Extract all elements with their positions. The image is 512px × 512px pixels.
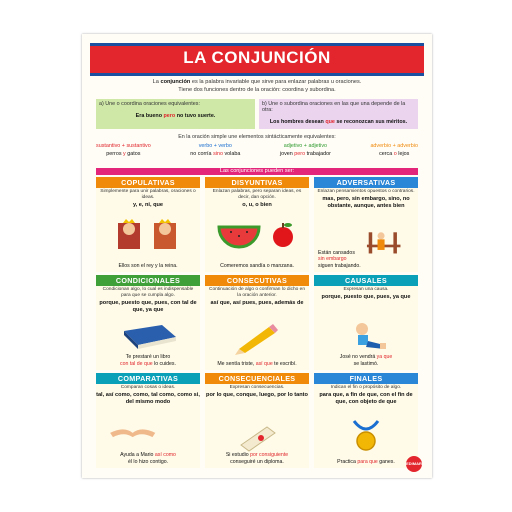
pair-pre: joven — [279, 151, 295, 157]
watermelon-apple-illustration — [205, 217, 309, 251]
pair-post: lejos — [396, 151, 410, 157]
intro-keyword: conjunción — [160, 79, 191, 85]
subordinate-text: b) Une o subordina oraciones en las que una depende de la otra: — [262, 101, 406, 113]
example-conj: así que — [255, 360, 273, 367]
conjunction-types-grid — [96, 177, 418, 468]
pair-adverb — [370, 142, 418, 158]
pair-conj: y — [123, 151, 126, 157]
card-example: Comeremos sandía o manzana. — [220, 262, 294, 269]
handshake-illustration — [96, 423, 169, 447]
example-pre: Están cansados — [318, 249, 355, 256]
card-description: Expresan una causa. — [343, 287, 389, 292]
pair-a: verbo — [198, 143, 213, 149]
card-words: o, u, o bien — [242, 202, 272, 208]
example-post: se reconozcan sus méritos. — [334, 119, 408, 125]
card-heading: DISYUNTIVAS — [205, 177, 309, 188]
example-conj: que — [325, 119, 335, 125]
card-heading: COMPARATIVAS — [96, 373, 200, 384]
pair-verb — [190, 142, 240, 158]
book-illustration — [96, 321, 200, 355]
pair-label: adjetivo + adjetivo — [283, 143, 328, 149]
card-words: porque, puesto que, pues, ya que — [321, 294, 411, 300]
example-pre: Me sentía triste, — [217, 360, 256, 367]
pair-example — [280, 150, 331, 158]
card-example — [98, 354, 198, 367]
example-post: te escribí. — [272, 360, 297, 367]
example-post: se lastimó. — [353, 360, 379, 367]
types-divider: Las conjunciones pueden ser: — [96, 168, 418, 175]
king-queen-illustration — [96, 217, 200, 251]
card-heading: CONSECUENCIALES — [205, 373, 309, 384]
intro-line-2: Tiene dos funciones dentro de la oración: coordina y subordina. — [178, 87, 336, 93]
card-words: y, e, ni, que — [132, 202, 164, 208]
example-pre: Te prestaré un libro — [125, 354, 171, 360]
card-words: para que, a fin de que, con el fin de que, con objeto de que — [319, 392, 413, 405]
pair-noun — [96, 142, 151, 158]
pair-b: adverbio — [397, 143, 418, 149]
intro-text — [102, 78, 412, 94]
card-condicionales — [96, 275, 200, 370]
card-copulativas — [96, 177, 200, 272]
card-heading: ADVERSATIVAS — [314, 177, 418, 188]
page-title: LA CONJUNCIÓN — [183, 48, 331, 67]
simple-sentence-text: En la oración simple une elementos sintácticamente equivalentes: — [178, 134, 336, 140]
pair-b: sustantivo — [126, 143, 151, 149]
example-pre: Si estudio — [225, 452, 251, 458]
pair-post: volaba — [222, 151, 241, 157]
card-description: Enlazan palabras, pero separan ideas, es decir, dan opción. — [212, 189, 302, 200]
card-heading: CAUSALES — [314, 275, 418, 286]
pair-b: verbo — [218, 143, 232, 149]
pair-example — [96, 150, 151, 158]
card-example — [98, 452, 198, 465]
intro-pre: La — [152, 79, 161, 85]
medal-illustration — [314, 419, 418, 453]
example-post: lo cuides. — [152, 360, 176, 367]
card-heading: FINALES — [314, 373, 418, 384]
example-conj: por consiguiente — [250, 452, 289, 458]
pair-conj: sino — [213, 151, 223, 157]
card-finales — [314, 373, 418, 468]
card-causales — [314, 275, 418, 370]
example-conj: para que — [357, 458, 378, 465]
card-description: Continuación de algo o confirman lo dicho en la oración anterior. — [208, 287, 305, 298]
coordinate-box — [96, 99, 255, 129]
card-description: Comparan cosas o ideas. — [120, 385, 176, 390]
pair-label: sustantivo + sustantivo — [96, 143, 151, 149]
example-pre: Practica — [337, 458, 358, 465]
example-post: no tuvo suerte. — [175, 113, 216, 119]
pair-conj: o — [393, 151, 397, 157]
card-description: Indican el fin o propósito de algo. — [330, 385, 402, 390]
pair-example — [370, 150, 418, 158]
example-conj: así como — [154, 452, 176, 458]
example-post: siguen trabajando. — [318, 262, 361, 269]
pair-conj: pero — [294, 151, 306, 157]
example-pre: Ayuda a Mario — [120, 452, 155, 458]
card-disyuntivas — [205, 177, 309, 272]
pair-label: adverbio + adverbio — [370, 143, 418, 149]
example-post: ganes. — [377, 458, 395, 465]
hurt-boy-illustration — [314, 319, 418, 353]
example-conj: con tal de que — [120, 360, 153, 367]
pairs-row — [96, 142, 418, 158]
card-words: porque, puesto que, pues, con tal de que, ya que — [99, 300, 197, 313]
card-heading: CONDICIONALES — [96, 275, 200, 286]
pair-a: sustantivo — [96, 143, 121, 149]
card-words: mas, pero, sin embargo, sino, no obstante, aunque, antes bien — [322, 196, 410, 209]
card-description: Enlazan pensamientos opuestos o contrarios. — [317, 189, 415, 194]
pair-example — [190, 150, 240, 158]
coordinate-example — [99, 113, 252, 119]
poster — [82, 34, 432, 478]
publisher-logo: EDIMAR — [406, 456, 422, 472]
card-example — [316, 459, 416, 466]
example-conj: pero — [163, 113, 176, 119]
pair-a: adjetivo — [283, 143, 303, 149]
card-words: tal, así como, como, tal como, como si, del mismo modo — [96, 392, 200, 405]
title-banner — [90, 43, 424, 73]
pair-pre: cerca — [379, 151, 394, 157]
example-conj: sin embargo — [318, 256, 347, 262]
intro-post: es la palabra invariable que sirve para enlazar palabras u oraciones. — [190, 79, 362, 85]
pair-pre: perros — [106, 151, 124, 157]
card-heading: COPULATIVAS — [96, 177, 200, 188]
pair-label: verbo + verbo — [198, 143, 232, 149]
card-words: por lo que, conque, luego, por lo tanto — [206, 392, 308, 398]
example-post: él lo hizo contigo. — [127, 458, 169, 465]
example-post: conseguiré un diploma. — [230, 458, 284, 465]
card-words: así que, así pues, pues, además de — [210, 300, 304, 306]
card-consecutivas — [205, 275, 309, 370]
card-comparativas — [96, 373, 200, 468]
pair-b: adjetivo — [308, 143, 328, 149]
example-pre: José no vendrá — [339, 354, 377, 360]
subordinate-example — [262, 119, 415, 125]
intro-line-1 — [102, 78, 412, 86]
example-conj: ya que — [376, 354, 393, 360]
subordinate-box — [259, 99, 418, 129]
card-description: Simplemente para unir palabras, oraciones o ideas. — [100, 189, 196, 200]
pencil-illustration — [205, 321, 309, 355]
card-example — [207, 361, 307, 368]
diploma-illustration — [205, 421, 309, 455]
card-example — [318, 250, 416, 270]
example-pre: Los hombres desean — [269, 119, 326, 125]
pair-post: trabajador — [305, 151, 331, 157]
example-pre: Era bueno — [135, 113, 164, 119]
card-example: Ellos son el rey y la reina. — [118, 262, 178, 269]
card-adversativas — [314, 177, 418, 272]
card-description: Condicionan algo, lo cual es indispensable para que se cumpla algo. — [102, 287, 194, 298]
card-description: Expresan consecuencias. — [229, 385, 285, 390]
pair-post: gatos — [125, 151, 141, 157]
card-example — [207, 452, 307, 465]
card-heading: CONSECUTIVAS — [205, 275, 309, 286]
coordinate-text: a) Une o coordina oraciones equivalentes: — [99, 101, 200, 107]
pair-adjective — [280, 142, 331, 158]
pair-a: adverbio — [370, 143, 392, 149]
card-consecuenciales — [205, 373, 309, 468]
pair-pre: no corría — [190, 151, 214, 157]
definitions-row — [96, 99, 418, 129]
card-example — [316, 354, 416, 367]
